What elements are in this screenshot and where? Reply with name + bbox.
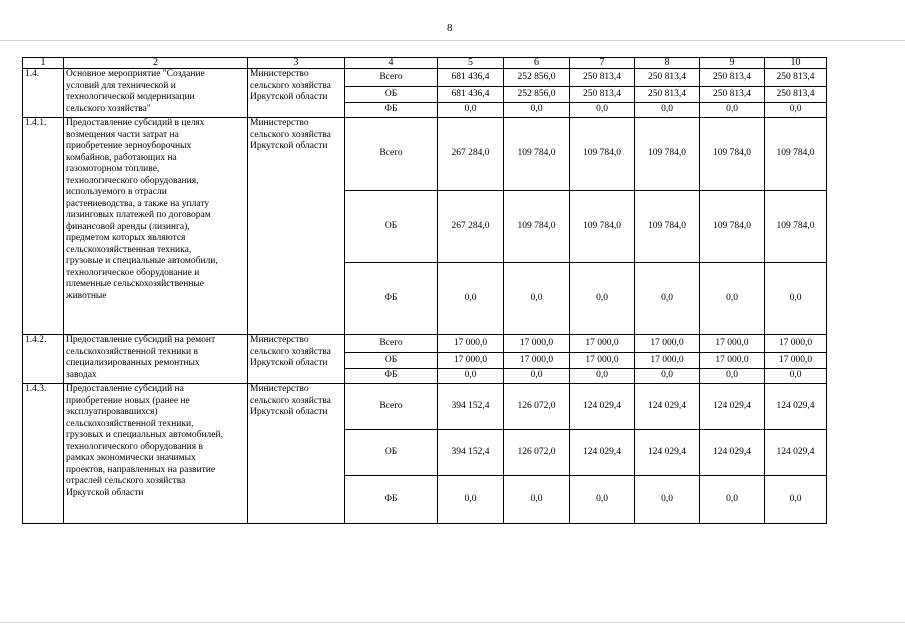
funding-amount: 681 436,4 bbox=[438, 69, 504, 87]
funding-amount: 250 813,4 bbox=[635, 87, 700, 103]
funding-amount: 17 000,0 bbox=[438, 335, 504, 353]
funding-amount: 17 000,0 bbox=[700, 353, 765, 369]
funding-amount: 267 284,0 bbox=[438, 191, 504, 263]
funding-amount: 267 284,0 bbox=[438, 118, 504, 191]
item-description-text: Предоставление субсидий на приобретение новых (ранее не эксплуатировавшихся) сельскохозяйственной техники, грузовых и специальных автомобилей, технологического оборудования в рамках экономически значимых проектов, направленных на развитие отраслей сельского хозяйства Иркутской области bbox=[66, 384, 223, 498]
funding-amount: 124 029,4 bbox=[635, 384, 700, 430]
responsible-executor-text: Министерство сельского хозяйства Иркутской области bbox=[250, 69, 331, 102]
funding-amount: 17 000,0 bbox=[765, 353, 827, 369]
responsible-executor-text: Министерство сельского хозяйства Иркутской области bbox=[250, 384, 331, 417]
funding-amount: 109 784,0 bbox=[570, 191, 635, 263]
funding-amount: 109 784,0 bbox=[504, 191, 570, 263]
funding-amount: 252 856,0 bbox=[504, 87, 570, 103]
funding-amount: 0,0 bbox=[765, 263, 827, 335]
funding-amount: 0,0 bbox=[438, 263, 504, 335]
funding-amount: 0,0 bbox=[635, 476, 700, 524]
header-cell: 10 bbox=[765, 58, 827, 69]
funding-amount: 0,0 bbox=[570, 369, 635, 384]
funding-amount: 250 813,4 bbox=[635, 69, 700, 87]
funding-amount: 0,0 bbox=[504, 369, 570, 384]
funding-amount: 250 813,4 bbox=[570, 69, 635, 87]
item-description bbox=[64, 335, 248, 384]
funding-amount: 17 000,0 bbox=[635, 353, 700, 369]
funding-source: ФБ bbox=[345, 369, 438, 384]
funding-amount: 126 072,0 bbox=[504, 384, 570, 430]
funding-amount: 124 029,4 bbox=[700, 384, 765, 430]
funding-source: ФБ bbox=[345, 103, 438, 118]
funding-source: Всего bbox=[345, 69, 438, 87]
funding-amount: 0,0 bbox=[504, 103, 570, 118]
funding-source: ОБ bbox=[345, 87, 438, 103]
item-number: 1.4.1. bbox=[23, 118, 64, 335]
funding-amount: 0,0 bbox=[635, 263, 700, 335]
funding-amount: 0,0 bbox=[570, 476, 635, 524]
funding-amount: 109 784,0 bbox=[700, 118, 765, 191]
table-row bbox=[23, 69, 827, 87]
header-cell: 1 bbox=[23, 58, 64, 69]
funding-amount: 250 813,4 bbox=[700, 69, 765, 87]
funding-amount: 109 784,0 bbox=[765, 118, 827, 191]
responsible-executor bbox=[248, 335, 345, 384]
header-cell: 9 bbox=[700, 58, 765, 69]
funding-amount: 0,0 bbox=[570, 263, 635, 335]
item-description-text: Предоставление субсидий в целях возмещения части затрат на приобретение зерноуборочных комбайнов, работающих на газомоторном топливе, технологического оборудования, используемого в отрасли растениеводства, а также на уплату лизинговых платежей по договорам финансовой аренды (лизинга), предметом которых являются сельскохозяйственная техника, грузовые и специальные автомобили, технологическое оборудование и племенные сельскохозяйственные животные bbox=[66, 118, 218, 301]
funding-amount: 250 813,4 bbox=[700, 87, 765, 103]
bottom-divider bbox=[0, 622, 905, 623]
header-cell: 4 bbox=[345, 58, 438, 69]
item-description-text: Основное мероприятие "Создание условий для технической и технологической модернизации сельского хозяйства" bbox=[66, 69, 205, 114]
funding-amount: 0,0 bbox=[700, 103, 765, 118]
funding-amount: 0,0 bbox=[570, 103, 635, 118]
funding-amount: 17 000,0 bbox=[700, 335, 765, 353]
funding-source: ОБ bbox=[345, 353, 438, 369]
item-description bbox=[64, 118, 248, 335]
funding-source: Всего bbox=[345, 335, 438, 353]
funding-amount: 124 029,4 bbox=[570, 384, 635, 430]
item-number: 1.4. bbox=[23, 69, 64, 118]
funding-amount: 0,0 bbox=[700, 263, 765, 335]
page-number: 8 bbox=[447, 22, 453, 34]
funding-amount: 681 436,4 bbox=[438, 87, 504, 103]
top-divider bbox=[0, 40, 905, 41]
funding-amount: 124 029,4 bbox=[765, 430, 827, 476]
item-description-text: Предоставление субсидий на ремонт сельскохозяйственной техники в специализированных ремонтных заводах bbox=[66, 335, 216, 380]
funding-amount: 109 784,0 bbox=[700, 191, 765, 263]
item-description bbox=[64, 69, 248, 118]
funding-amount: 0,0 bbox=[635, 103, 700, 118]
funding-amount: 126 072,0 bbox=[504, 430, 570, 476]
funding-amount: 0,0 bbox=[700, 369, 765, 384]
funding-amount: 0,0 bbox=[635, 369, 700, 384]
header-cell: 2 bbox=[64, 58, 248, 69]
item-number: 1.4.2. bbox=[23, 335, 64, 384]
program-table bbox=[22, 57, 827, 524]
funding-amount: 109 784,0 bbox=[504, 118, 570, 191]
funding-source: ФБ bbox=[345, 476, 438, 524]
funding-amount: 17 000,0 bbox=[438, 353, 504, 369]
funding-amount: 394 152,4 bbox=[438, 430, 504, 476]
funding-amount: 250 813,4 bbox=[570, 87, 635, 103]
funding-amount: 17 000,0 bbox=[570, 335, 635, 353]
table-row bbox=[23, 335, 827, 353]
funding-amount: 250 813,4 bbox=[765, 87, 827, 103]
funding-amount: 0,0 bbox=[438, 369, 504, 384]
table-row bbox=[23, 384, 827, 430]
funding-source: Всего bbox=[345, 384, 438, 430]
header-cell: 6 bbox=[504, 58, 570, 69]
responsible-executor bbox=[248, 384, 345, 524]
funding-amount: 109 784,0 bbox=[570, 118, 635, 191]
funding-amount: 17 000,0 bbox=[635, 335, 700, 353]
funding-amount: 17 000,0 bbox=[765, 335, 827, 353]
funding-amount: 109 784,0 bbox=[635, 118, 700, 191]
funding-amount: 124 029,4 bbox=[635, 430, 700, 476]
funding-source: ОБ bbox=[345, 430, 438, 476]
funding-amount: 17 000,0 bbox=[570, 353, 635, 369]
responsible-executor bbox=[248, 69, 345, 118]
funding-amount: 109 784,0 bbox=[635, 191, 700, 263]
funding-amount: 250 813,4 bbox=[765, 69, 827, 87]
funding-amount: 252 856,0 bbox=[504, 69, 570, 87]
funding-source: Всего bbox=[345, 118, 438, 191]
funding-amount: 124 029,4 bbox=[700, 430, 765, 476]
funding-amount: 394 152,4 bbox=[438, 384, 504, 430]
header-cell: 5 bbox=[438, 58, 504, 69]
funding-amount: 109 784,0 bbox=[765, 191, 827, 263]
funding-source: ФБ bbox=[345, 263, 438, 335]
funding-amount: 124 029,4 bbox=[765, 384, 827, 430]
funding-amount: 17 000,0 bbox=[504, 353, 570, 369]
responsible-executor bbox=[248, 118, 345, 335]
funding-amount: 0,0 bbox=[504, 476, 570, 524]
header-row bbox=[23, 58, 827, 69]
item-number: 1.4.3. bbox=[23, 384, 64, 524]
funding-amount: 0,0 bbox=[765, 476, 827, 524]
header-cell: 7 bbox=[570, 58, 635, 69]
funding-source: ОБ bbox=[345, 191, 438, 263]
funding-amount: 0,0 bbox=[765, 103, 827, 118]
responsible-executor-text: Министерство сельского хозяйства Иркутской области bbox=[250, 335, 331, 368]
header-cell: 3 bbox=[248, 58, 345, 69]
funding-amount: 0,0 bbox=[438, 103, 504, 118]
header-cell: 8 bbox=[635, 58, 700, 69]
funding-amount: 0,0 bbox=[700, 476, 765, 524]
table-row bbox=[23, 118, 827, 191]
funding-amount: 0,0 bbox=[765, 369, 827, 384]
funding-amount: 0,0 bbox=[504, 263, 570, 335]
funding-amount: 17 000,0 bbox=[504, 335, 570, 353]
funding-amount: 124 029,4 bbox=[570, 430, 635, 476]
item-description bbox=[64, 384, 248, 524]
responsible-executor-text: Министерство сельского хозяйства Иркутской области bbox=[250, 118, 331, 151]
funding-amount: 0,0 bbox=[438, 476, 504, 524]
